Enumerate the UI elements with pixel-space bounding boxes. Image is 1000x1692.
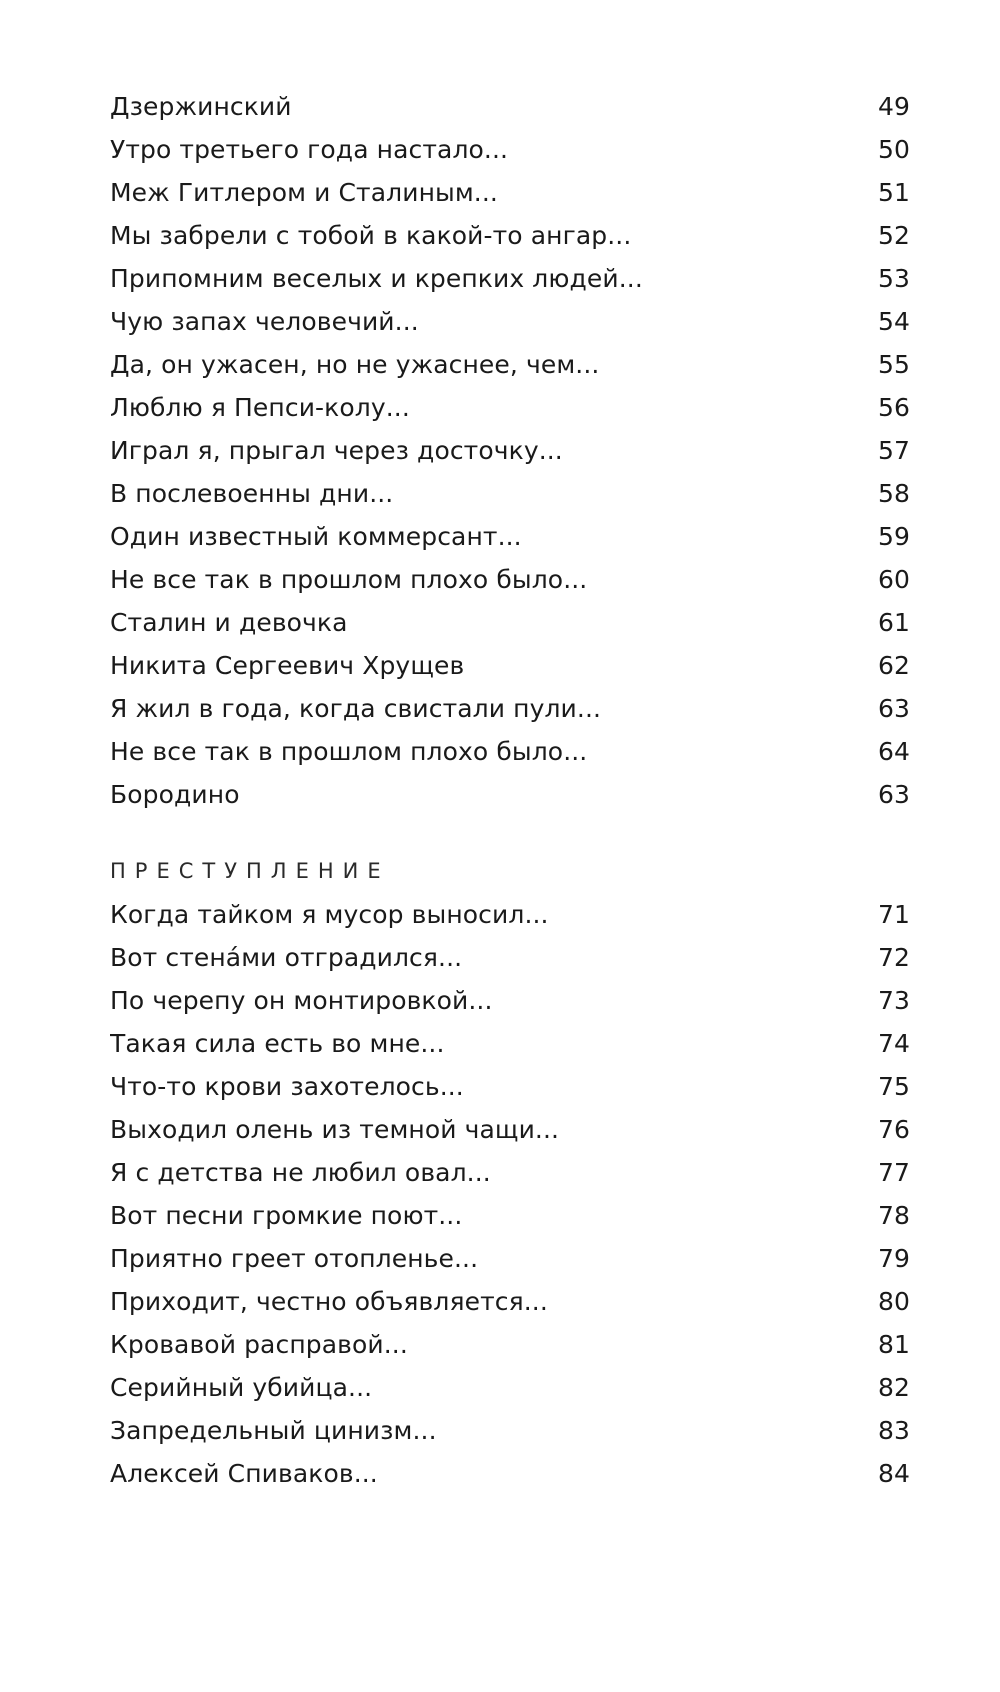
toc-entry-page: 53: [877, 264, 910, 293]
toc-entry: [110, 644, 910, 687]
toc-entry-title: Такая сила есть во мне...: [110, 1029, 445, 1058]
toc-entry: [110, 85, 910, 128]
toc-entry-title: Приходит, честно объявляется...: [110, 1287, 548, 1316]
toc-entry: [110, 472, 910, 515]
toc-entry-title: Когда тайком я мусор выносил...: [110, 900, 549, 929]
toc-entry-page: 82: [877, 1373, 910, 1402]
toc-entry-page: 63: [877, 694, 910, 723]
toc-entry-title: Играл я, прыгал через досточку...: [110, 436, 563, 465]
toc-entry-title: Что-то крови захотелось...: [110, 1072, 464, 1101]
toc-entry-page: 62: [877, 651, 910, 680]
toc-entry-title: Вот стена́ми отградился...: [110, 943, 463, 972]
toc-entry-title: В послевоенны дни...: [110, 479, 394, 508]
toc-entry-title: Серийный убийца...: [110, 1373, 373, 1402]
toc-entry: [110, 1366, 910, 1409]
toc-entry-page: 55: [877, 350, 910, 379]
toc-entry-title: Дзержинский: [110, 92, 292, 121]
toc-entry: [110, 1065, 910, 1108]
toc-entry-page: 58: [877, 479, 910, 508]
toc-entry: [110, 687, 910, 730]
toc-entry-title: Припомним веселых и крепких людей...: [110, 264, 643, 293]
toc-entry: [110, 730, 910, 773]
toc-entry-title: Утро третьего года настало...: [110, 135, 509, 164]
table-of-contents: [110, 85, 910, 1495]
toc-entry: [110, 1323, 910, 1366]
toc-entry: [110, 936, 910, 979]
toc-entry: [110, 257, 910, 300]
toc-entry-title: По черепу он монтировкой...: [110, 986, 493, 1015]
toc-entry: [110, 1280, 910, 1323]
toc-entry-title: Алексей Спиваков...: [110, 1459, 378, 1488]
toc-entry: [110, 214, 910, 257]
toc-entry-page: 64: [877, 737, 910, 766]
toc-entry-title: Не все так в прошлом плохо было...: [110, 737, 588, 766]
toc-entry-title: Бородино: [110, 780, 240, 809]
toc-entry: [110, 300, 910, 343]
toc-entry: [110, 515, 910, 558]
toc-entry-page: 61: [877, 608, 910, 637]
toc-entry-page: 76: [877, 1115, 910, 1144]
toc-entry-page: 83: [877, 1416, 910, 1445]
toc-entry-title: Мы забрели с тобой в какой-то ангар...: [110, 221, 632, 250]
toc-entry-page: 74: [877, 1029, 910, 1058]
toc-entry-title: Не все так в прошлом плохо было...: [110, 565, 588, 594]
toc-entry-title: Никита Сергеевич Хрущев: [110, 651, 465, 680]
toc-entry-title: Кровавой расправой...: [110, 1330, 408, 1359]
toc-entry-title: Один известный коммерсант...: [110, 522, 522, 551]
toc-entry-page: 72: [877, 943, 910, 972]
toc-entry: [110, 1409, 910, 1452]
toc-entry-title: Запредельный цинизм...: [110, 1416, 437, 1445]
toc-entry: [110, 1452, 910, 1495]
toc-entry-page: 78: [877, 1201, 910, 1230]
toc-entry: [110, 558, 910, 601]
toc-entry-page: 84: [877, 1459, 910, 1488]
toc-entry-page: 56: [877, 393, 910, 422]
toc-entry-page: 57: [877, 436, 910, 465]
toc-section-1: [110, 85, 910, 816]
toc-entry-title: Выходил олень из темной чащи...: [110, 1115, 560, 1144]
toc-section-2: [110, 850, 910, 1495]
toc-entry: [110, 1108, 910, 1151]
toc-entry-page: 71: [877, 900, 910, 929]
toc-entry: [110, 1194, 910, 1237]
toc-entry: [110, 1022, 910, 1065]
toc-entry-title: Я с детства не любил овал...: [110, 1158, 491, 1187]
toc-entry-page: 59: [877, 522, 910, 551]
toc-entry: [110, 128, 910, 171]
section-spacer: [110, 816, 910, 850]
toc-entry-title: Да, он ужасен, но не ужаснее, чем...: [110, 350, 600, 379]
section-heading: ПРЕСТУПЛЕНИЕ: [110, 859, 390, 883]
toc-entry-page: 77: [877, 1158, 910, 1187]
toc-entry-page: 51: [877, 178, 910, 207]
toc-entry: [110, 1237, 910, 1280]
toc-entry-page: 49: [877, 92, 910, 121]
toc-entry-title: Я жил в года, когда свистали пули...: [110, 694, 602, 723]
toc-entry-page: 81: [877, 1330, 910, 1359]
toc-entry: [110, 343, 910, 386]
toc-entry-page: 54: [877, 307, 910, 336]
toc-entry: [110, 386, 910, 429]
toc-entry-page: 75: [877, 1072, 910, 1101]
toc-entry: [110, 429, 910, 472]
toc-entry-page: 52: [877, 221, 910, 250]
toc-entry-title: Приятно греет отопленье...: [110, 1244, 479, 1273]
toc-entry-title: Сталин и девочка: [110, 608, 348, 637]
toc-entry: [110, 893, 910, 936]
toc-entry-title: Меж Гитлером и Сталиным...: [110, 178, 498, 207]
toc-entry: [110, 979, 910, 1022]
toc-entry-page: 80: [877, 1287, 910, 1316]
toc-entry-page: 63: [877, 780, 910, 809]
toc-entry-page: 60: [877, 565, 910, 594]
toc-entry-page: 50: [877, 135, 910, 164]
toc-entry-page: 73: [877, 986, 910, 1015]
toc-entry-title: Люблю я Пепси-колу...: [110, 393, 410, 422]
toc-entry: [110, 773, 910, 816]
toc-entry-title: Вот песни громкие поют...: [110, 1201, 463, 1230]
toc-entry-title: Чую запах человечий...: [110, 307, 419, 336]
toc-entry: [110, 171, 910, 214]
toc-entry-page: 79: [877, 1244, 910, 1273]
toc-entry: [110, 1151, 910, 1194]
toc-entry: [110, 601, 910, 644]
